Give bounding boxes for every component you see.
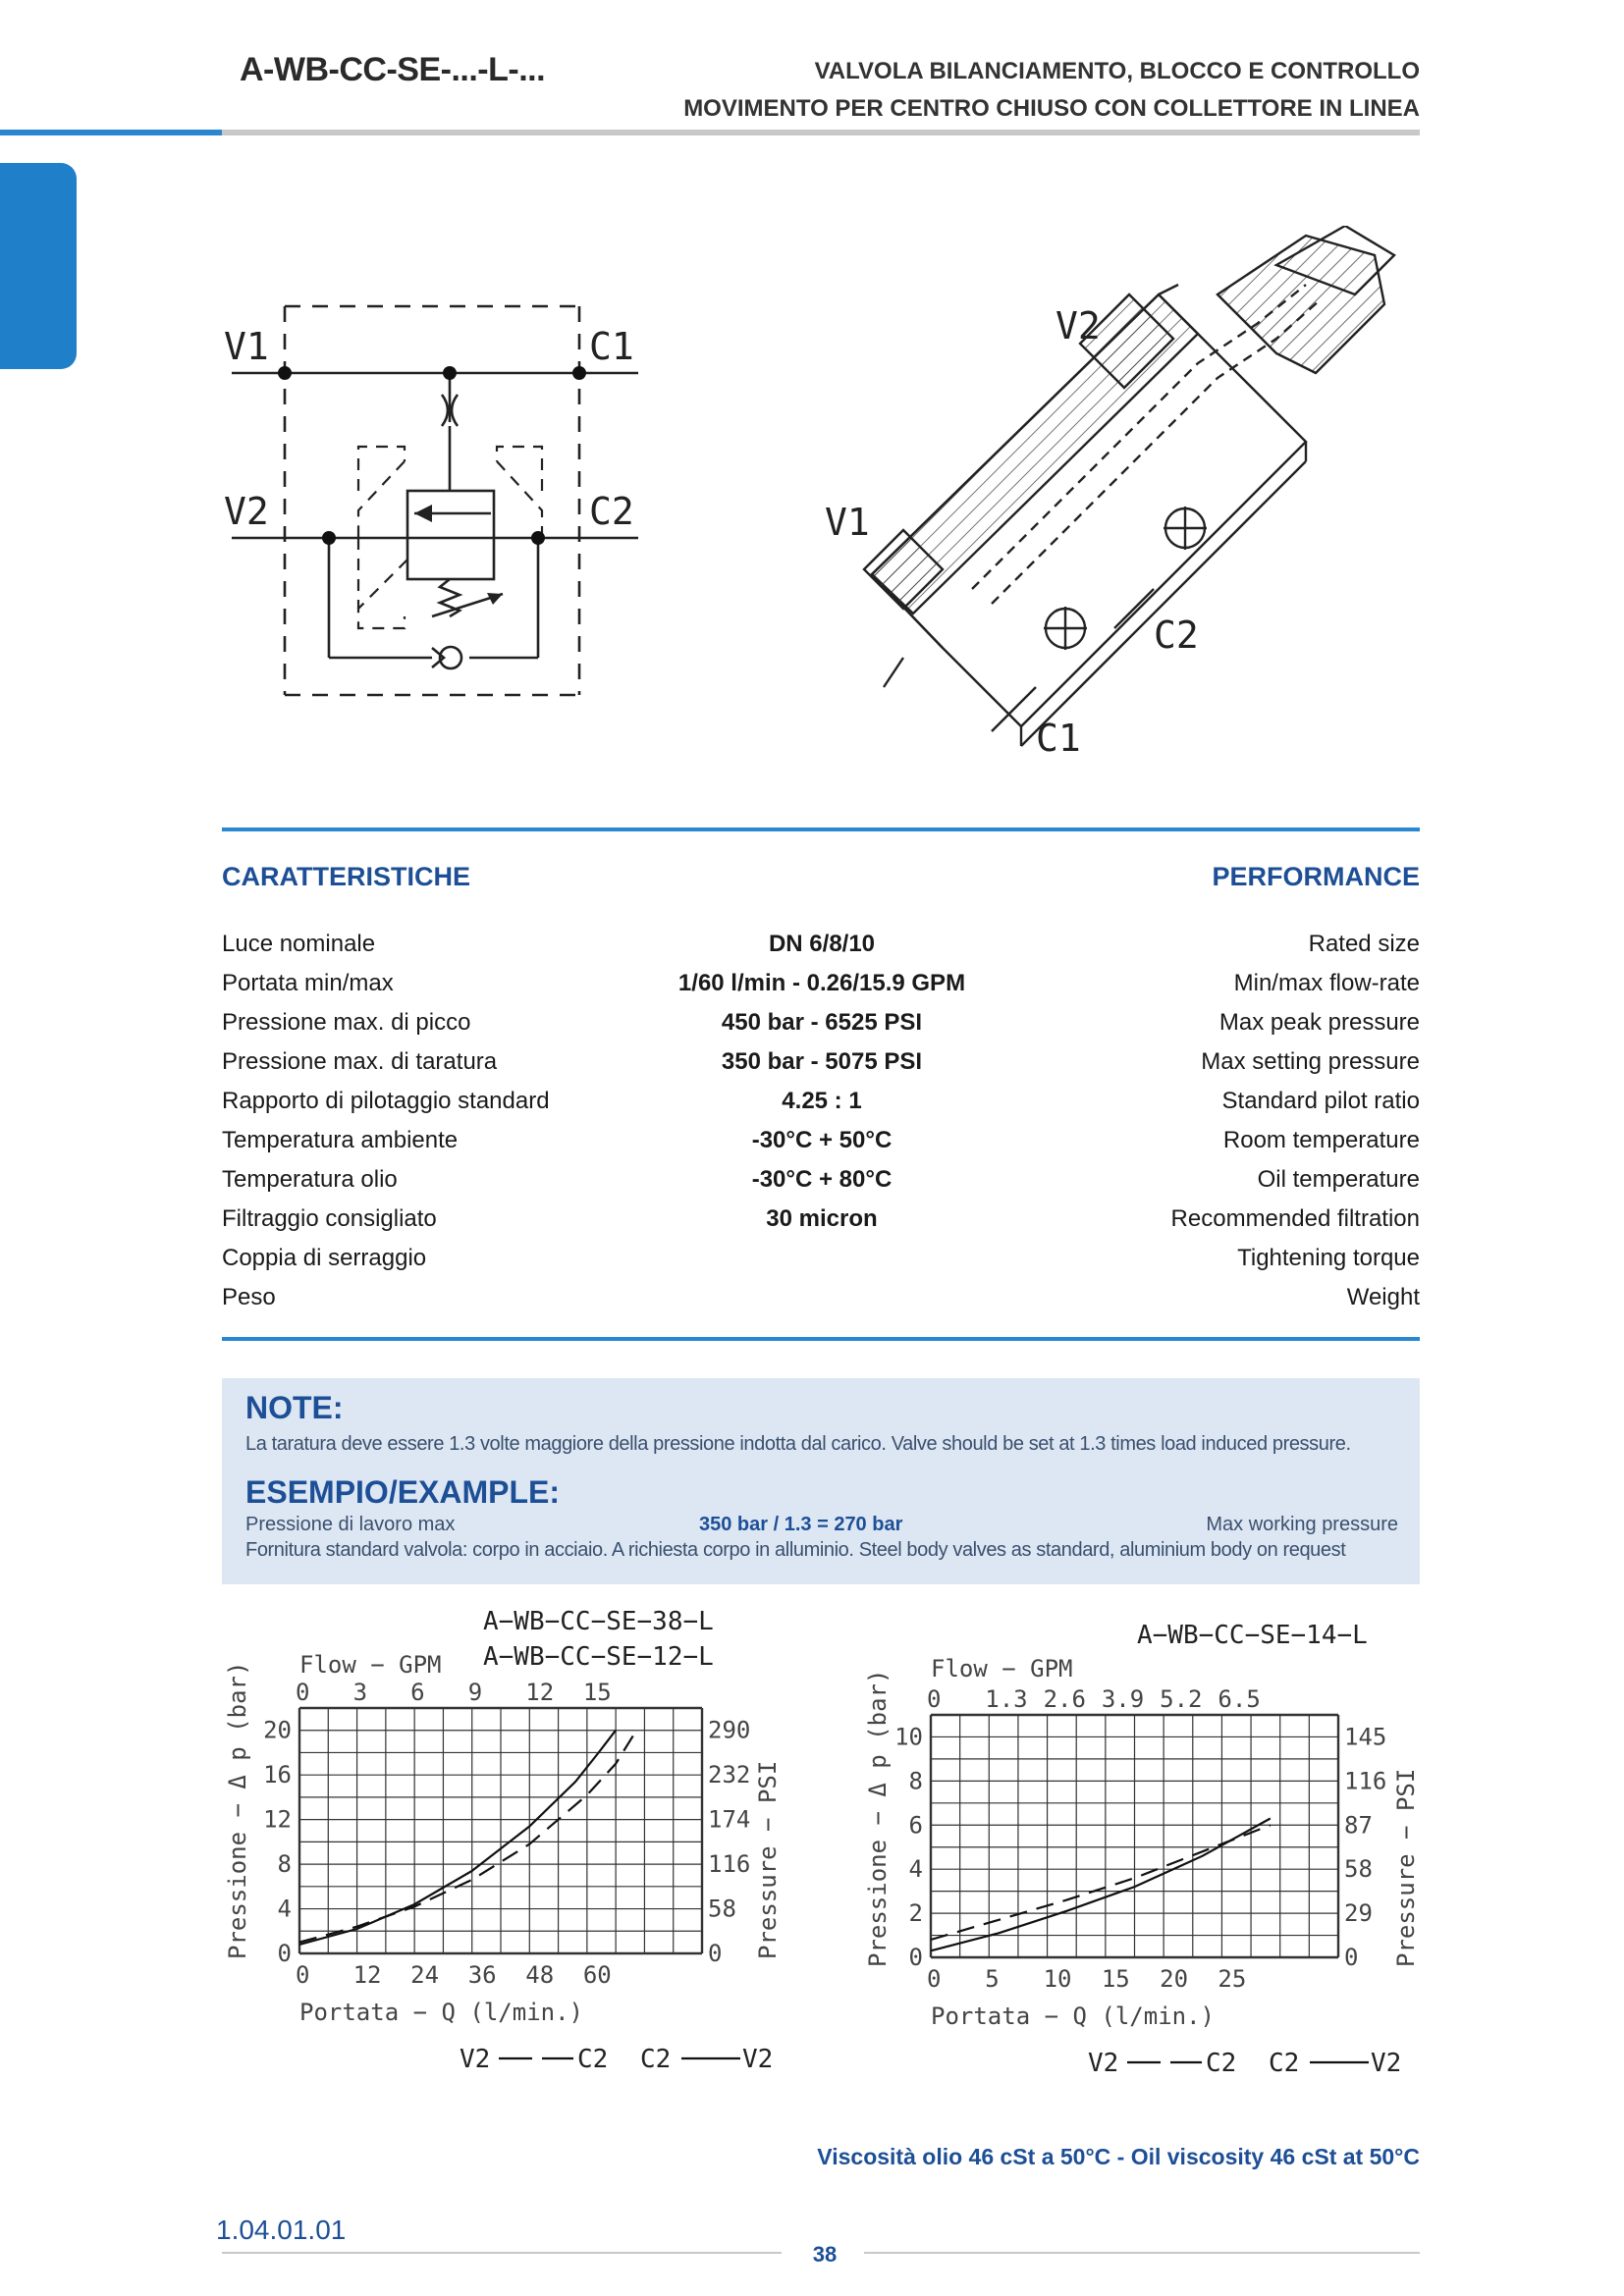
spec-label-en: Standard pilot ratio xyxy=(1221,1088,1420,1114)
example-title: ESEMPIO/EXAMPLE: xyxy=(245,1474,561,1510)
schematic-label-v2: V2 xyxy=(224,490,269,533)
note-box xyxy=(222,1378,1420,1584)
spec-label-it: Filtraggio consigliato xyxy=(222,1205,437,1232)
legend-label: V2 xyxy=(1371,2049,1402,2078)
x2-tick-label: 9 xyxy=(467,1679,483,1706)
y2-tick-label: 87 xyxy=(1344,1811,1373,1840)
spec-value: DN 6/8/10 xyxy=(768,931,876,957)
example-value: 350 bar / 1.3 = 270 bar xyxy=(699,1514,903,1535)
section-tab xyxy=(0,163,77,369)
y-tick-label: 12 xyxy=(263,1805,292,1834)
y2-tick-label: 145 xyxy=(1344,1723,1387,1751)
schematic-label-c2: C2 xyxy=(589,490,634,533)
valve-isometric-drawing xyxy=(805,226,1434,775)
y2-tick-label: 116 xyxy=(708,1850,751,1879)
drawing-label-v2: V2 xyxy=(1056,304,1101,347)
x2-axis-label: Flow − GPM xyxy=(299,1651,442,1679)
y2-tick-label: 29 xyxy=(1344,1899,1373,1928)
spec-value: 450 bar - 6525 PSI xyxy=(721,1009,923,1036)
x-tick-label: 60 xyxy=(582,1961,612,1989)
page-title-line-2: MOVIMENTO PER CENTRO CHIUSO CON COLLETTORE IN LINEA xyxy=(683,95,1420,122)
spec-value: 1/60 l/min - 0.26/15.9 GPM xyxy=(677,970,966,996)
y2-axis-label: Pressure − PSI xyxy=(754,1760,782,1959)
spec-label-en: Oil temperature xyxy=(1257,1166,1420,1193)
x2-tick-label: 15 xyxy=(582,1679,612,1706)
y2-tick-label: 58 xyxy=(1344,1855,1373,1884)
y-tick-label: 20 xyxy=(263,1716,292,1744)
x-tick-label: 0 xyxy=(927,1965,942,1993)
schematic-label-v1: V1 xyxy=(224,325,269,368)
spec-value: 4.25 : 1 xyxy=(782,1088,862,1114)
spec-label-en: Max setting pressure xyxy=(1201,1048,1420,1075)
header-rule xyxy=(222,130,1420,135)
legend-label: C2 xyxy=(640,2045,672,2074)
y-tick-label: 16 xyxy=(263,1761,292,1789)
spec-row xyxy=(222,1205,1420,1245)
x-tick-label: 24 xyxy=(410,1961,440,1989)
y-tick-label: 0 xyxy=(908,1944,923,1971)
x-axis-label: Portata − Q (l/min.) xyxy=(299,1999,583,2026)
y2-tick-label: 116 xyxy=(1344,1767,1387,1795)
schematic-label-c1: C1 xyxy=(589,325,634,368)
spec-row xyxy=(222,1127,1420,1166)
x2-tick-label: 12 xyxy=(525,1679,555,1706)
spec-row xyxy=(222,1166,1420,1205)
spec-row xyxy=(222,1245,1420,1284)
x2-tick-label: 5.2 xyxy=(1160,1685,1203,1713)
y2-tick-label: 232 xyxy=(708,1761,751,1789)
specs-bottom-rule xyxy=(222,1337,1420,1341)
note-title: NOTE: xyxy=(245,1390,344,1425)
spec-value: 30 micron xyxy=(766,1205,878,1232)
example-label-it: Pressione di lavoro max xyxy=(245,1514,456,1535)
spec-label-it: Pressione max. di taratura xyxy=(222,1048,498,1075)
catalog-code: 1.04.01.01 xyxy=(216,2215,347,2245)
example-label-en: Max working pressure xyxy=(1206,1514,1398,1535)
y2-axis-label: Pressure − PSI xyxy=(1392,1768,1420,1967)
spec-label-en: Rated size xyxy=(1308,931,1420,957)
specs-heading-it: CARATTERISTICHE xyxy=(222,862,470,891)
drawing-label-v1: V1 xyxy=(825,501,870,544)
x-tick-label: 0 xyxy=(296,1961,310,1989)
spec-label-it: Luce nominale xyxy=(222,931,376,957)
x2-tick-label: 6.5 xyxy=(1218,1685,1261,1713)
spec-value: -30°C + 50°C xyxy=(751,1127,893,1153)
x2-tick-label: 3.9 xyxy=(1101,1685,1145,1713)
spec-row xyxy=(222,1048,1420,1088)
legend-label: C2 xyxy=(577,2045,609,2074)
x-tick-label: 5 xyxy=(985,1965,1000,1993)
x2-tick-label: 3 xyxy=(352,1679,368,1706)
x-axis-label: Portata − Q (l/min.) xyxy=(931,2002,1215,2030)
y-tick-label: 6 xyxy=(908,1811,923,1840)
legend-label: C2 xyxy=(1269,2049,1300,2078)
page-number: 38 xyxy=(812,2242,838,2267)
x2-tick-label: 0 xyxy=(927,1685,942,1713)
product-code: A-WB-CC-SE-...-L-... xyxy=(240,51,546,88)
header-rule-accent xyxy=(0,130,222,135)
spec-label-it: Peso xyxy=(222,1284,276,1310)
spec-row xyxy=(222,970,1420,1009)
spec-label-en: Room temperature xyxy=(1222,1127,1420,1153)
y2-tick-label: 0 xyxy=(708,1940,723,1967)
spec-label-it: Coppia di serraggio xyxy=(222,1245,427,1271)
specs-heading-en: PERFORMANCE xyxy=(1212,862,1420,891)
y-tick-label: 4 xyxy=(908,1855,923,1884)
x-tick-label: 20 xyxy=(1160,1965,1189,1993)
spec-row xyxy=(222,1088,1420,1127)
chart-title-line-2: A−WB−CC−SE−12−L xyxy=(483,1642,714,1672)
spec-row xyxy=(222,931,1420,970)
spec-label-it: Portata min/max xyxy=(222,970,394,996)
legend-label: C2 xyxy=(1206,2049,1237,2078)
specs-top-rule xyxy=(222,828,1420,831)
x-tick-label: 15 xyxy=(1101,1965,1130,1993)
supply-text: Fornitura standard valvola: corpo in acciaio. A richiesta corpo in alluminio. Steel body valves as standard, aluminium body on request xyxy=(245,1539,1346,1561)
footer-rule-right xyxy=(864,2252,1420,2254)
x-tick-label: 48 xyxy=(525,1961,555,1989)
y-axis-label: Pressione − Δ p (bar) xyxy=(224,1661,251,1959)
x-tick-label: 25 xyxy=(1218,1965,1247,1993)
pressure-drop-chart-14 xyxy=(852,1610,1441,2091)
legend-label: V2 xyxy=(742,2045,774,2074)
spec-value: 350 bar - 5075 PSI xyxy=(721,1048,923,1075)
spec-label-en: Tightening torque xyxy=(1237,1245,1420,1271)
y-tick-label: 10 xyxy=(894,1723,923,1751)
y2-tick-label: 290 xyxy=(708,1716,751,1744)
series-line-c2-v2 xyxy=(299,1735,633,1942)
pressure-drop-chart-38-12 xyxy=(216,1606,844,2087)
y2-tick-label: 0 xyxy=(1344,1944,1359,1971)
series-line-v2-c2 xyxy=(299,1731,616,1945)
spec-label-en: Min/max flow-rate xyxy=(1233,970,1420,996)
chart-title-line-1: A−WB−CC−SE−14−L xyxy=(1137,1621,1368,1650)
legend-label: V2 xyxy=(460,2045,491,2074)
y-tick-label: 2 xyxy=(908,1899,923,1928)
y2-tick-label: 174 xyxy=(708,1805,751,1834)
chart-title-line-1: A−WB−CC−SE−38−L xyxy=(483,1607,714,1636)
legend-label: V2 xyxy=(1088,2049,1119,2078)
spec-label-en: Weight xyxy=(1346,1284,1420,1310)
x2-tick-label: 6 xyxy=(410,1679,425,1706)
drawing-label-c1: C1 xyxy=(1036,717,1081,760)
note-text: La taratura deve essere 1.3 volte maggiore della pressione indotta dal carico. Valve should be set at 1.3 times load induced pressure. xyxy=(245,1433,1351,1455)
drawing-label-c2: C2 xyxy=(1154,614,1199,657)
spec-value: -30°C + 80°C xyxy=(751,1166,893,1193)
y-tick-label: 0 xyxy=(277,1940,292,1967)
series-line-c2-v2 xyxy=(931,1825,1271,1940)
spec-row xyxy=(222,1009,1420,1048)
y-tick-label: 8 xyxy=(277,1850,292,1879)
y-axis-label: Pressione − Δ p (bar) xyxy=(864,1669,892,1967)
x-tick-label: 10 xyxy=(1043,1965,1072,1993)
spec-label-en: Max peak pressure xyxy=(1218,1009,1420,1036)
spec-label-en: Recommended filtration xyxy=(1170,1205,1420,1232)
series-line-v2-c2 xyxy=(931,1819,1271,1951)
y-tick-label: 4 xyxy=(277,1895,292,1923)
y-tick-label: 8 xyxy=(908,1767,923,1795)
x-tick-label: 12 xyxy=(352,1961,382,1989)
spec-label-it: Rapporto di pilotaggio standard xyxy=(222,1088,550,1114)
x2-tick-label: 1.3 xyxy=(985,1685,1028,1713)
x-tick-label: 36 xyxy=(467,1961,497,1989)
x2-tick-label: 0 xyxy=(296,1679,310,1706)
spec-row xyxy=(222,1284,1420,1323)
footer-rule-left xyxy=(222,2252,782,2254)
y2-tick-label: 58 xyxy=(708,1895,736,1923)
spec-label-it: Temperatura ambiente xyxy=(222,1127,459,1153)
spec-label-it: Pressione max. di picco xyxy=(222,1009,471,1036)
spec-label-it: Temperatura olio xyxy=(222,1166,398,1193)
x2-axis-label: Flow − GPM xyxy=(931,1655,1073,1682)
page-title-line-1: VALVOLA BILANCIAMENTO, BLOCCO E CONTROLLO xyxy=(814,58,1420,84)
hydraulic-schematic xyxy=(216,294,648,717)
x2-tick-label: 2.6 xyxy=(1043,1685,1086,1713)
page-title xyxy=(536,53,1420,128)
viscosity-note: Viscosità olio 46 cSt a 50°C - Oil viscosity 46 cSt at 50°C xyxy=(817,2144,1420,2169)
